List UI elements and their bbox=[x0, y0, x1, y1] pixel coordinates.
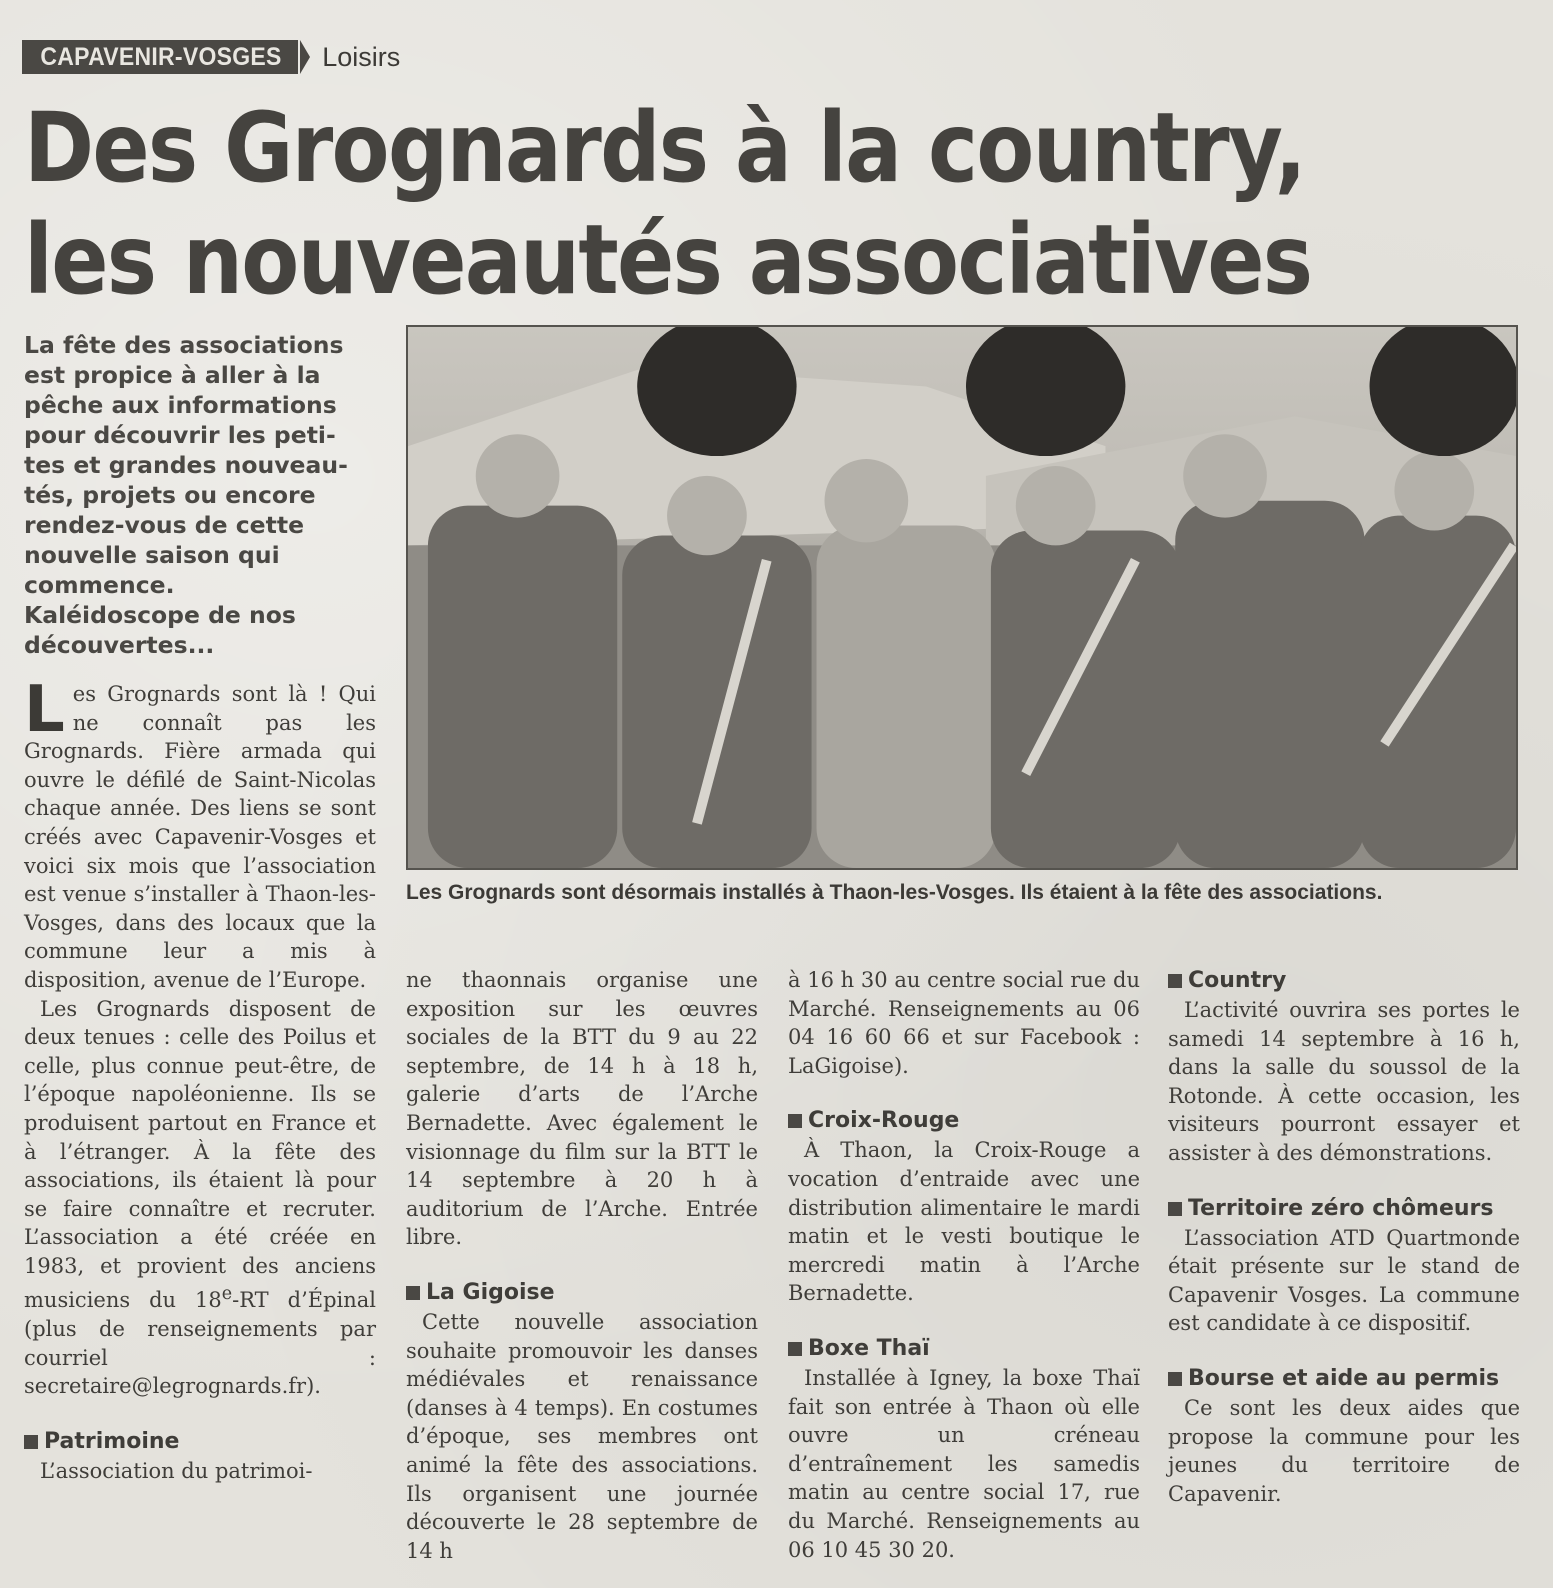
paragraph-text-end: -RT d’Épinal (plus de renseignements par courriel : secretaire@legrognards.fr). bbox=[24, 1288, 376, 1399]
spacer bbox=[1168, 1338, 1520, 1364]
subsection-label: Loisirs bbox=[322, 41, 401, 72]
headline-line-1: Des Grognards à la country, bbox=[24, 92, 1305, 204]
section-text: Installée à Igney, la boxe Thaï fait son entrée à Thaon où elle ouvre un créneau d’entraînement les samedis matin au centre social 17, rue du Marché. Renseignements au 06 10 45 30 20. bbox=[788, 1365, 1140, 1562]
subhead-country bbox=[1168, 966, 1520, 996]
spacer bbox=[788, 1308, 1140, 1334]
square-bullet-icon bbox=[406, 1286, 420, 1300]
standfirst-line: commence. bbox=[24, 571, 175, 599]
square-bullet-icon bbox=[1168, 1202, 1182, 1216]
section-tag-arrow-icon bbox=[300, 40, 310, 74]
subhead-label: Country bbox=[1188, 968, 1287, 993]
section-text: Ce sont les deux aides que propose la commune pour les jeunes du territoire de Capavenir. bbox=[1168, 1395, 1520, 1506]
standfirst-line: est propice à aller à la bbox=[24, 361, 321, 389]
spacer bbox=[406, 1252, 758, 1278]
subhead-croix-rouge bbox=[788, 1106, 1140, 1136]
ordinal-superscript: e bbox=[221, 1284, 233, 1305]
subhead-boxe-thai bbox=[788, 1334, 1140, 1364]
standfirst-line: pour découvrir les peti- bbox=[24, 421, 336, 449]
article-photo bbox=[406, 325, 1518, 870]
standfirst-line: La fête des associations bbox=[24, 331, 344, 359]
section-text: À Thaon, la Croix-Rouge a vocation d’entraide avec une distribution alimentaire le mardi matin et le vesti boutique le mercredi matin à l’Arche Bernadette. bbox=[788, 1138, 1140, 1306]
subhead-bourse-permis bbox=[1168, 1364, 1520, 1394]
spacer bbox=[1168, 1168, 1520, 1194]
headline-line-2: les nouveautés associatives bbox=[24, 204, 1312, 316]
section-rubric bbox=[22, 40, 400, 74]
standfirst-line: découvertes... bbox=[24, 631, 215, 659]
square-bullet-icon bbox=[1168, 974, 1182, 988]
spacer bbox=[788, 1080, 1140, 1106]
article-paragraph bbox=[24, 995, 376, 1401]
article-paragraph bbox=[24, 673, 376, 995]
square-bullet-icon bbox=[1168, 1372, 1182, 1386]
article-column-2 bbox=[406, 966, 758, 1565]
section-text: L’activité ouvrira ses portes le samedi 14 septembre à 16 h, dans la salle du soussol de la Rotonde. À cette occasion, les visiteurs pourront essayer et assister à des démonstrations. bbox=[1168, 998, 1520, 1165]
drop-cap: L bbox=[24, 673, 65, 747]
subhead-label: Patrimoine bbox=[44, 1428, 180, 1454]
square-bullet-icon bbox=[788, 1342, 802, 1356]
headline bbox=[24, 92, 1544, 316]
section-text: à 16 h 30 au centre social rue du Marché. Renseignements au 06 04 16 60 66 et sur Facebook : LaGigoise). bbox=[788, 968, 1140, 1078]
standfirst bbox=[24, 330, 382, 660]
photo-caption: Les Grognards sont désormais installés à Thaon-les-Vosges. Ils étaient à la fête des associations. bbox=[406, 881, 1383, 904]
intro-text: es Grognards sont là ! Qui ne connaît pas les Grognards. Fière armada qui ouvre le défilé de Saint-Nicolas chaque année. Des liens se sont créés avec Capavenir-Vosges et voici six mois que l’association est venue s’installer à Thaon-les-Vosges, dans des locaux que la commune leur a mis à disposition, avenue de l’Europe. bbox=[24, 682, 376, 992]
standfirst-line: rendez-vous de cette bbox=[24, 511, 305, 539]
paragraph-text: Les Grognards disposent de deux tenues : celle des Poilus et celle, plus connue peut-être, de l’époque napoléonienne. Ils se produisent partout en France et à l’étranger. À la fête des associations, ils étaient là pour se faire connaître et recruter. L’association a été créée en 1983, et provient des anciens musiciens du 18 bbox=[24, 996, 376, 1313]
article-column-1 bbox=[24, 673, 376, 1485]
article-column-3 bbox=[788, 966, 1140, 1564]
section-text: Cette nouvelle association souhaite promouvoir les danses médiévales et renaissance (danses à 4 temps). En costumes d’époque, ses membres ont animé la fête des associations. Ils organisent une journée découverte le 28 septembre de 14 h bbox=[406, 1309, 758, 1563]
article-column-4 bbox=[1168, 966, 1520, 1508]
standfirst-line: Kaléidoscope de nos bbox=[24, 601, 296, 629]
standfirst-line: pêche aux informations bbox=[24, 391, 337, 419]
subhead-territoire-zero-chomeurs bbox=[1168, 1194, 1520, 1224]
section-tag: CAPAVENIR-VOSGES bbox=[22, 40, 298, 74]
subhead-label: Bourse et aide au permis bbox=[1188, 1365, 1500, 1391]
section-text: L’association ATD Quartmonde était présente sur le stand de Capavenir Vosges. La commune est candidate à ce dispositif. bbox=[1168, 1225, 1520, 1336]
subhead-label: Boxe Thaï bbox=[808, 1335, 930, 1361]
subhead-label: Croix-Rouge bbox=[808, 1108, 960, 1134]
square-bullet-icon bbox=[24, 1435, 38, 1449]
standfirst-line: tes et grandes nouveau- bbox=[24, 451, 348, 479]
subhead-patrimoine bbox=[24, 1427, 376, 1457]
spacer bbox=[24, 1401, 376, 1427]
standfirst-line: nouvelle saison qui bbox=[24, 541, 280, 569]
subhead-la-gigoise bbox=[406, 1278, 758, 1308]
standfirst-line: tés, projets ou encore bbox=[24, 481, 316, 509]
photo-group-icon bbox=[408, 327, 1516, 868]
subhead-label: La Gigoise bbox=[426, 1279, 555, 1305]
section-text: ne thaonnais organise une exposition sur les œuvres sociales de la BTT du 9 au 22 septembre, de 14 h à 18 h, galerie d’arts de l’Arche Bernadette. Avec également le visionnage du film sur la BTT le 14 septembre à 20 h à auditorium de l’Arche. Entrée libre. bbox=[406, 968, 758, 1250]
subhead-label: Territoire zéro chômeurs bbox=[1188, 1195, 1494, 1221]
section-text: L’association du patrimoi- bbox=[40, 1458, 313, 1483]
square-bullet-icon bbox=[788, 1114, 802, 1128]
